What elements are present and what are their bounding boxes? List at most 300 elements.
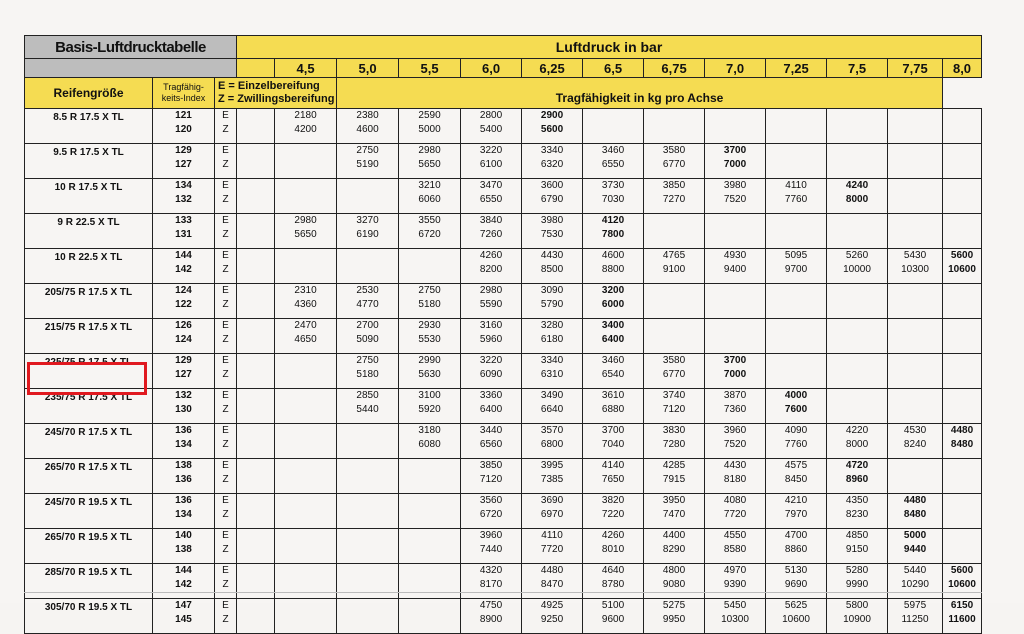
table-row <box>25 109 982 144</box>
cell-value: 4350 <box>845 495 869 506</box>
capacity-cell <box>275 424 337 459</box>
cell-value: 6770 <box>662 369 686 380</box>
cell-value: 2980 <box>294 215 317 226</box>
capacity-cell <box>275 109 337 144</box>
capacity-cell <box>583 599 644 634</box>
capacity-cell <box>275 389 337 424</box>
capacity-cell <box>888 354 943 389</box>
cell-value: 3690 <box>540 495 564 506</box>
capacity-cell <box>275 249 337 284</box>
cell-value <box>827 354 887 368</box>
cell-value: 2980 <box>479 285 503 296</box>
capacity-cell <box>461 599 522 634</box>
cell-value <box>827 333 887 347</box>
cell-value: 5600 <box>540 124 564 135</box>
capacity-cell <box>522 109 583 144</box>
cell-value: 4640 <box>601 565 625 576</box>
capacity-cell <box>275 214 337 249</box>
cell-value: 5000 <box>418 124 441 135</box>
cell-value: 3820 <box>601 495 625 506</box>
capacity-cell <box>888 529 943 564</box>
spacer-cell <box>237 319 275 354</box>
capacity-cell <box>583 494 644 529</box>
cell-value: 10300 <box>721 614 749 625</box>
cell-value: 2310 <box>294 285 317 296</box>
cell-value <box>644 214 704 228</box>
cell-value: 8010 <box>601 544 625 555</box>
spacer-cell <box>237 284 275 319</box>
cell-value: 6640 <box>540 404 564 415</box>
cell-value: 4550 <box>723 530 747 541</box>
cell-value: E <box>222 355 229 366</box>
cell-value: Z <box>222 439 229 450</box>
cell-value <box>644 109 704 123</box>
cell-value <box>766 368 826 382</box>
capacity-cell <box>461 459 522 494</box>
cell-value: 6400 <box>479 404 503 415</box>
cell-value: 5000 <box>903 530 927 541</box>
tire-size: 8.5 R 17.5 X TL <box>25 109 153 144</box>
cell-value <box>827 158 887 172</box>
load-index <box>153 179 215 214</box>
cell-value: 7650 <box>601 474 625 485</box>
cell-value: Z <box>222 369 229 380</box>
cell-value: 9100 <box>662 264 686 275</box>
cell-value <box>275 564 336 578</box>
capacity-cell <box>943 494 982 529</box>
cell-value: 138 <box>175 460 192 471</box>
cell-value <box>766 284 826 298</box>
pressure-cell: 6,25 <box>522 59 583 78</box>
cell-value: 7720 <box>540 544 564 555</box>
capacity-cell <box>888 249 943 284</box>
capacity-cell <box>461 529 522 564</box>
cell-value: 4700 <box>784 530 808 541</box>
cell-value: 140 <box>175 530 192 541</box>
capacity-cell <box>943 214 982 249</box>
cell-value: 134 <box>175 180 192 191</box>
cell-value <box>827 368 887 382</box>
pressure-cell: 6,75 <box>644 59 705 78</box>
legend-e: E = Einzelbereifung <box>218 80 320 92</box>
cell-value <box>943 529 981 543</box>
cell-value: 4480 <box>903 495 927 506</box>
capacity-cell <box>461 319 522 354</box>
capacity-cell <box>644 354 705 389</box>
cell-value <box>644 319 704 333</box>
legend <box>215 78 337 109</box>
capacity-cell <box>522 564 583 599</box>
cell-value: 3200 <box>601 285 625 296</box>
cell-value: 2750 <box>418 285 441 296</box>
capacity-cell <box>522 354 583 389</box>
load-index <box>153 319 215 354</box>
capacity-cell <box>461 214 522 249</box>
cell-value <box>399 564 460 578</box>
cell-value: 4400 <box>662 530 686 541</box>
cell-value: 4765 <box>662 250 686 261</box>
cell-value <box>943 179 981 193</box>
cell-value: 7760 <box>784 194 808 205</box>
cell-value: 9440 <box>903 544 927 555</box>
cell-value <box>275 508 336 522</box>
cell-value: E <box>222 215 229 226</box>
capacity-cell <box>827 109 888 144</box>
cell-value: 6550 <box>601 159 625 170</box>
cell-value: 9600 <box>601 614 625 625</box>
capacity-cell <box>644 529 705 564</box>
cell-value <box>943 123 981 137</box>
capacity-cell <box>644 284 705 319</box>
cell-value: 2180 <box>294 110 317 121</box>
cell-value <box>888 459 942 473</box>
capacity-cell <box>943 459 982 494</box>
cell-value: 5400 <box>479 124 503 135</box>
table-row <box>25 214 982 249</box>
cell-value: 5625 <box>784 600 808 611</box>
cell-value: 142 <box>175 579 192 590</box>
capacity-cell <box>766 319 827 354</box>
capacity-cell <box>888 144 943 179</box>
capacity-cell <box>337 424 399 459</box>
cell-value: 4430 <box>723 460 747 471</box>
cell-value <box>766 144 826 158</box>
cell-value <box>337 529 398 543</box>
capacity-cell <box>943 354 982 389</box>
capacity-cell <box>644 424 705 459</box>
cell-value <box>827 123 887 137</box>
capacity-cell <box>644 319 705 354</box>
cell-value: 3550 <box>418 215 441 226</box>
table-row <box>25 354 982 389</box>
cell-value: Z <box>222 334 229 345</box>
cell-value: 3340 <box>540 355 564 366</box>
cell-value <box>888 403 942 417</box>
capacity-cell <box>399 179 461 214</box>
cell-value: 4430 <box>540 250 564 261</box>
cell-value: 145 <box>175 614 192 625</box>
capacity-cell <box>943 249 982 284</box>
capacity-cell <box>766 459 827 494</box>
load-index <box>153 144 215 179</box>
capacity-cell <box>943 284 982 319</box>
cell-value: 3850 <box>479 460 503 471</box>
pressure-cell: 5,0 <box>337 59 399 78</box>
cell-value: 10600 <box>948 579 976 590</box>
cell-value: 8500 <box>540 264 564 275</box>
cell-value: 8450 <box>784 474 808 485</box>
cell-value <box>337 578 398 592</box>
spacer-cell <box>237 529 275 564</box>
capacity-cell <box>583 319 644 354</box>
cell-value: 127 <box>175 369 192 380</box>
cell-value: 6150 <box>950 600 974 611</box>
capacity-cell <box>337 459 399 494</box>
cell-value: Z <box>222 194 229 205</box>
load-index-header-line2: keits-Index <box>161 93 206 103</box>
cell-value: 11250 <box>901 614 929 625</box>
cell-value <box>943 368 981 382</box>
capacity-cell <box>766 179 827 214</box>
cell-value <box>275 389 336 403</box>
cell-value: 2990 <box>418 355 441 366</box>
cell-value <box>943 473 981 487</box>
capacity-cell <box>399 494 461 529</box>
capacity-cell <box>275 599 337 634</box>
cell-value <box>337 613 398 627</box>
cell-value: E <box>222 425 229 436</box>
capacity-cell <box>461 109 522 144</box>
capacity-cell <box>583 424 644 459</box>
cell-value: Z <box>222 124 229 135</box>
cell-value: 3570 <box>540 425 564 436</box>
tire-size: 225/75 R 17.5 X TL <box>25 354 153 389</box>
cell-value: 8800 <box>601 264 625 275</box>
cell-value: 6970 <box>540 509 564 520</box>
cell-value: 6060 <box>418 194 441 205</box>
cell-value <box>705 123 765 137</box>
capacity-cell <box>399 284 461 319</box>
tire-size: 9 R 22.5 X TL <box>25 214 153 249</box>
cell-value: 136 <box>175 425 192 436</box>
capacity-header: Tragfähigkeit in kg pro Achse <box>337 78 943 109</box>
cell-value: 5280 <box>845 565 869 576</box>
cell-value: 134 <box>175 509 192 520</box>
cell-value: 3210 <box>418 180 441 191</box>
legend-z: Z = Zwillingsbereifung <box>218 93 335 105</box>
load-index <box>153 529 215 564</box>
capacity-cell <box>522 389 583 424</box>
cell-value <box>275 578 336 592</box>
capacity-cell <box>943 389 982 424</box>
cell-value: E <box>222 565 229 576</box>
cell-value <box>888 193 942 207</box>
cell-value: 6770 <box>662 159 686 170</box>
cell-value: Z <box>222 614 229 625</box>
pressure-cell: 7,0 <box>705 59 766 78</box>
load-index <box>153 109 215 144</box>
table-row <box>25 389 982 424</box>
cell-value <box>943 214 981 228</box>
cell-value <box>644 284 704 298</box>
capacity-cell <box>337 354 399 389</box>
capacity-cell <box>337 179 399 214</box>
capacity-cell <box>888 179 943 214</box>
spacer-cell <box>237 109 275 144</box>
capacity-cell <box>644 179 705 214</box>
capacity-cell <box>522 284 583 319</box>
cell-value: 6100 <box>479 159 503 170</box>
load-index <box>153 354 215 389</box>
capacity-cell <box>705 144 766 179</box>
cell-value: 120 <box>175 124 192 135</box>
cell-value: 10290 <box>901 579 929 590</box>
cell-value: 3460 <box>601 145 625 156</box>
capacity-cell <box>337 249 399 284</box>
cell-value: 6720 <box>479 509 503 520</box>
cell-value: 7760 <box>784 439 808 450</box>
capacity-cell <box>827 599 888 634</box>
capacity-cell <box>522 529 583 564</box>
capacity-cell <box>705 179 766 214</box>
cell-value: 5450 <box>723 600 747 611</box>
cell-value: 5790 <box>540 299 564 310</box>
cell-value: 4750 <box>479 600 503 611</box>
capacity-cell <box>583 564 644 599</box>
cell-value <box>275 354 336 368</box>
cell-value: 5095 <box>784 250 808 261</box>
capacity-cell <box>827 529 888 564</box>
cell-value <box>827 319 887 333</box>
capacity-cell <box>827 144 888 179</box>
spacer-cell <box>237 389 275 424</box>
cell-value: 2530 <box>356 285 379 296</box>
cell-value: 5190 <box>356 159 379 170</box>
cell-value: 8240 <box>903 439 927 450</box>
cell-value: E <box>222 600 229 611</box>
cell-value: 5530 <box>418 334 441 345</box>
cell-value: 6310 <box>540 369 564 380</box>
pressure-cell: 7,25 <box>766 59 827 78</box>
cell-value <box>337 494 398 508</box>
spacer-cell <box>237 459 275 494</box>
cell-value: 129 <box>175 145 192 156</box>
capacity-cell <box>766 599 827 634</box>
cell-value: 4110 <box>785 180 807 191</box>
cell-value: 2930 <box>418 320 441 331</box>
cell-value: 3100 <box>418 390 441 401</box>
capacity-cell <box>461 494 522 529</box>
capacity-cell <box>888 109 943 144</box>
tire-size: 205/75 R 17.5 X TL <box>25 284 153 319</box>
cell-value <box>399 263 460 277</box>
highlight-box <box>27 362 147 395</box>
cell-value: 4650 <box>294 334 317 345</box>
cell-value <box>705 319 765 333</box>
load-index <box>153 249 215 284</box>
cell-value: 3470 <box>479 180 503 191</box>
capacity-cell <box>461 144 522 179</box>
capacity-cell <box>583 214 644 249</box>
cell-value <box>275 403 336 417</box>
spacer-cell <box>237 599 275 634</box>
cell-value <box>943 298 981 312</box>
table-row <box>25 284 982 319</box>
capacity-cell <box>461 389 522 424</box>
cell-value <box>766 319 826 333</box>
footer-rule <box>24 592 982 593</box>
capacity-cell <box>766 564 827 599</box>
capacity-cell <box>705 494 766 529</box>
cell-value <box>943 144 981 158</box>
cell-value: 3180 <box>418 425 441 436</box>
cell-value: 5650 <box>418 159 441 170</box>
capacity-cell <box>337 529 399 564</box>
cell-value <box>583 123 643 137</box>
cell-value: 4480 <box>540 565 564 576</box>
cell-value: 4140 <box>601 460 625 471</box>
mounting-type <box>215 214 237 249</box>
capacity-cell <box>766 144 827 179</box>
cell-value <box>888 354 942 368</box>
cell-value: E <box>222 180 229 191</box>
cell-value: 8470 <box>540 579 564 590</box>
cell-value: 2470 <box>294 320 317 331</box>
cell-value: 9400 <box>723 264 747 275</box>
load-index <box>153 214 215 249</box>
cell-value: 134 <box>175 439 192 450</box>
cell-value: 9950 <box>662 614 686 625</box>
pressure-cell: 7,5 <box>827 59 888 78</box>
capacity-cell <box>943 144 982 179</box>
title-filler <box>25 59 237 78</box>
cell-value <box>766 298 826 312</box>
cell-value: 3700 <box>723 145 747 156</box>
mounting-type <box>215 424 237 459</box>
table-row <box>25 599 982 634</box>
capacity-cell <box>583 529 644 564</box>
cell-value <box>888 298 942 312</box>
cell-value: 11600 <box>948 614 976 625</box>
cell-value: 4930 <box>723 250 747 261</box>
capacity-cell <box>888 284 943 319</box>
mounting-type <box>215 284 237 319</box>
cell-value <box>943 354 981 368</box>
mounting-type <box>215 109 237 144</box>
cell-value: 4320 <box>479 565 503 576</box>
cell-value <box>766 158 826 172</box>
cell-value: 5960 <box>479 334 503 345</box>
cell-value: 6400 <box>601 334 625 345</box>
cell-value: 7220 <box>601 509 625 520</box>
cell-value: 5920 <box>418 404 441 415</box>
cell-value: 4000 <box>784 390 808 401</box>
cell-value <box>943 333 981 347</box>
cell-value <box>275 193 336 207</box>
capacity-cell <box>399 354 461 389</box>
capacity-cell <box>705 109 766 144</box>
cell-value: E <box>222 320 229 331</box>
cell-value: 3740 <box>662 390 686 401</box>
capacity-cell <box>827 179 888 214</box>
cell-value: 7470 <box>662 509 686 520</box>
cell-value: 4600 <box>601 250 625 261</box>
cell-value: 7120 <box>662 404 686 415</box>
capacity-cell <box>399 249 461 284</box>
cell-value <box>275 249 336 263</box>
cell-value <box>766 228 826 242</box>
cell-value: 2380 <box>356 110 379 121</box>
cell-value: 8480 <box>903 509 927 520</box>
capacity-cell <box>888 389 943 424</box>
capacity-cell <box>399 214 461 249</box>
capacity-cell <box>766 284 827 319</box>
cell-value: 3830 <box>662 425 686 436</box>
cell-value <box>399 599 460 613</box>
cell-value: 10000 <box>843 264 871 275</box>
cell-value: 3220 <box>479 355 503 366</box>
cell-value: 5430 <box>903 250 927 261</box>
cell-value <box>827 144 887 158</box>
cell-value <box>337 179 398 193</box>
pressure-cell: 4,5 <box>275 59 337 78</box>
capacity-cell <box>337 389 399 424</box>
cell-value: 127 <box>175 159 192 170</box>
cell-value: 3580 <box>662 355 686 366</box>
cell-value: 3440 <box>479 425 503 436</box>
cell-value: 121 <box>175 110 192 121</box>
cell-value: 5090 <box>356 334 379 345</box>
